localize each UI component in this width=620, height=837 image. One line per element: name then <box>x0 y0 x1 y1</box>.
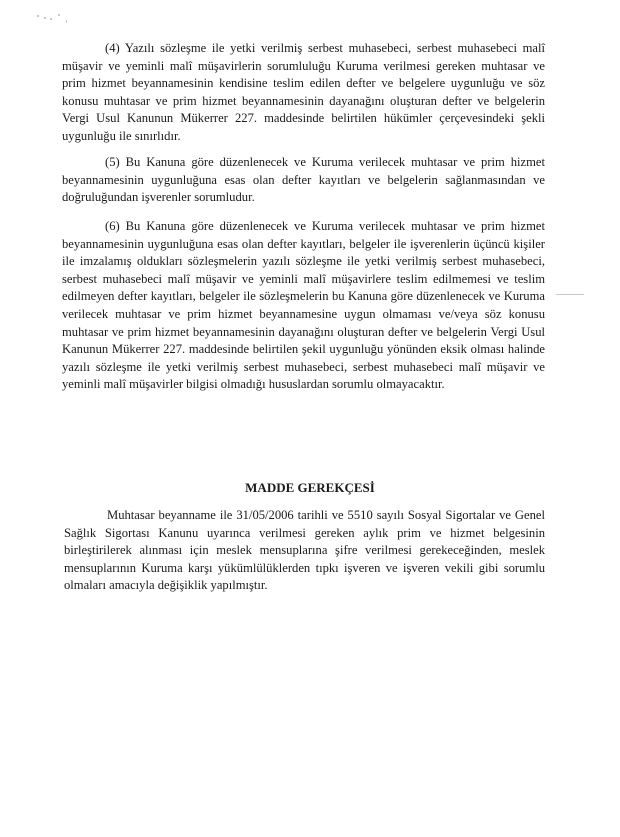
paragraph-6: (6) Bu Kanuna göre düzenlenecek ve Kuruma verilecek muhtasar ve prim hizmet beyannamesinin uygunluğuna esas olan defter kayıtları, belgeler ile işverenlerin üçüncü kişiler ile imzalamış oldukları sözleşmelerin yazılı sözleşme ile yetki verilmiş serbest muhasebeci, serbest muhasebeci malî müşavir ve yeminli malî müşavirlere teslim edilmemesi ve teslim edilmeyen defter kayıtları, belgeler ile sözleşmelerin bu Kanuna göre düzenlenecek ve Kuruma verilecek muhtasar ve prim hizmet beyannamesine uygun olmaması ve/veya söz konusu muhtasar ve prim hizmet beyannamesinin dayanağını oluşturan defter ve belgelerin Vergi Usul Kanunun Mükerrer 227. maddesinde belirtilen şekil uygunluğu yönünden eksik olması halinde yazılı sözleşme ile yetki verilmiş serbest muhasebeci, serbest muhasebeci malî müşavir ve yeminli malî müşavirler bilgisi olmadığı hususlardan sorumlu olmayacaktır. <box>62 219 545 392</box>
scan-speck <box>58 14 60 16</box>
scan-speck <box>44 17 46 19</box>
scan-mark <box>556 294 584 295</box>
rationale-paragraph: Muhtasar beyanname ile 31/05/2006 tarihli ve 5510 sayılı Sosyal Sigortalar ve Genel Sağlık Sigortası Kanunu uyarınca verilmesi gereken aylık prim ve hizmet belgesinin birleştirilerek alınması için meslek mensuplarına şifre verilmesi gerekeceğinden, meslek mensuplarının Kuruma karşı yükümlülüklerden tıpkı işveren ve işveren vekili gibi sorumlu olmaları amacıyla değişiklik yapılmıştır. <box>64 508 545 593</box>
scan-speck <box>66 20 67 23</box>
scan-speck <box>37 15 39 17</box>
scan-speck <box>50 18 52 20</box>
paragraph-5: (5) Bu Kanuna göre düzenlenecek ve Kuruma verilecek muhtasar ve prim hizmet beyannamesinin uygunluğuna esas olan defter kayıtları ve belgelerin sağlanmasından ve doğruluğundan işverenler sorumludur. <box>62 155 545 205</box>
paragraph-4: (4) Yazılı sözleşme ile yetki verilmiş serbest muhasebeci, serbest muhasebeci malî müşavir ve yeminli malî müşavirlerin sorumluluğu Kuruma verilmesi gereken muhtasar ve prim hizmet beyannamesinin kendisine teslim edilen defter ve belgelere uygunluğu ve söz konusu muhtasar ve prim hizmet beyannamesinin dayanağını oluşturan defter ve belgelerin Vergi Usul Kanunun Mükerrer 227. maddesinde belirtilen hükümler çerçevesindeki şekli uygunluğu ile sınırlıdır. <box>62 41 545 143</box>
rationale-heading: MADDE GEREKÇESİ <box>245 480 375 495</box>
